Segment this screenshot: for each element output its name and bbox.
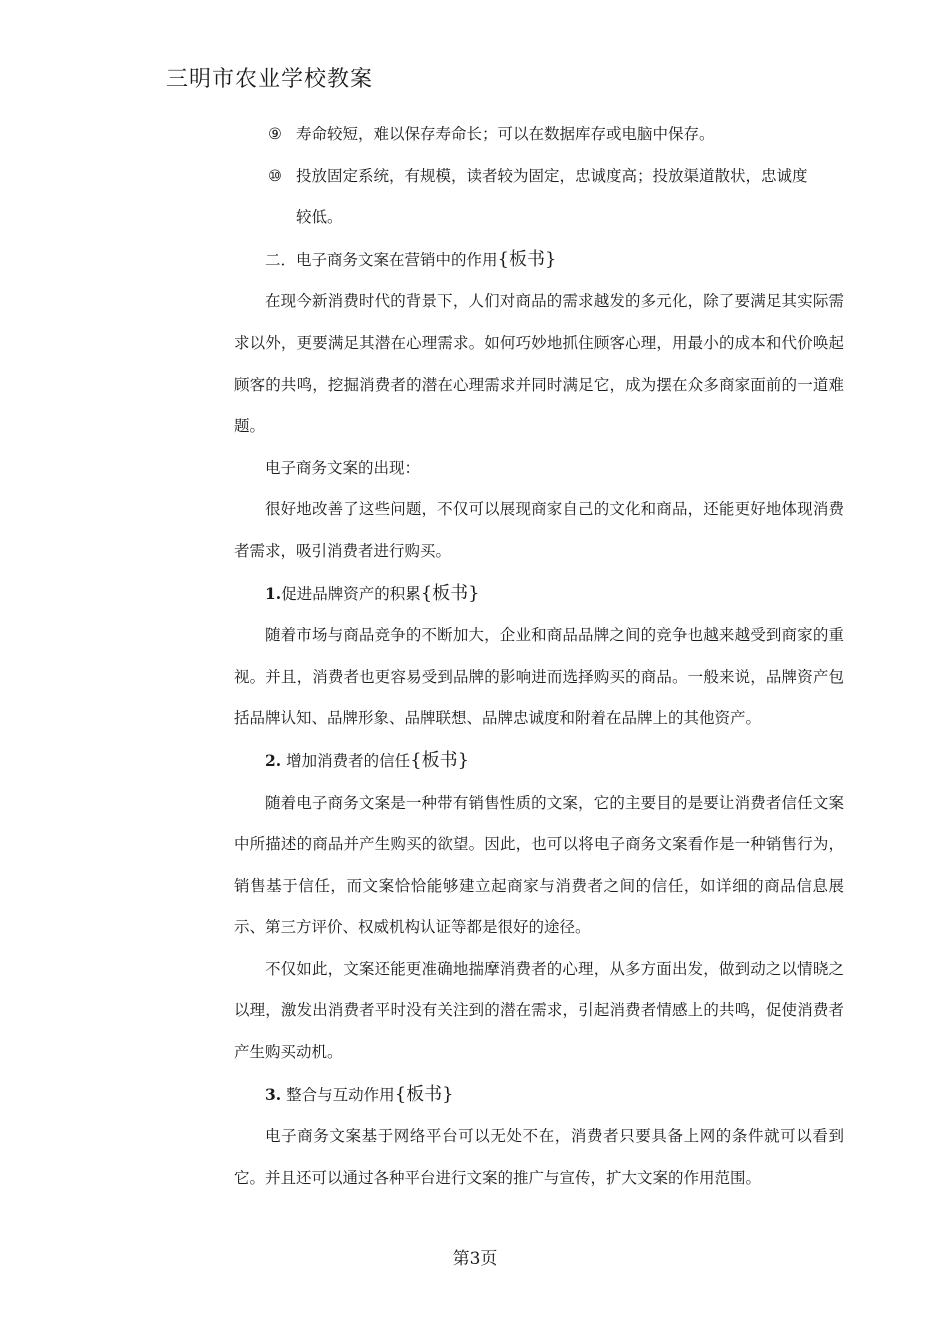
page-number: 第3页	[452, 1249, 498, 1269]
page-header-title: 三明市农业学校教案	[166, 67, 374, 92]
subsection-number: 3.	[265, 1084, 282, 1104]
list-item	[234, 156, 844, 239]
list-item-text: 投放固定系统，有规模，读者较为固定，忠诚度高；投放渠道散状，忠诚度	[296, 166, 808, 185]
list-item	[234, 114, 844, 156]
subsection-heading	[234, 740, 844, 783]
subsection-number: 1.	[265, 583, 282, 603]
board-tag: {板书}	[420, 582, 480, 604]
subsection-heading	[234, 1074, 844, 1117]
paragraph: 随着市场与商品竞争的不断加大，企业和商品品牌之间的竞争也越来越受到商家的重视。并且，消费者也更容易受到品牌的影响进而选择购买的商品。一般来说，品牌资产包括品牌认知、品牌形象、品牌联想、品牌忠诚度和附着在品牌上的其他资产。	[234, 626, 844, 728]
paragraph: 电子商务文案的出现：	[265, 458, 421, 477]
subsection-title: 整合与互动作用	[281, 1085, 395, 1104]
board-tag: {板书}	[410, 749, 470, 771]
list-item-number: ⑩	[268, 166, 282, 185]
paragraph: 随着电子商务文案是一种带有销售性质的文案，它的主要目的是要让消费者信任文案中所描述的商品并产生购买的欲望。因此，也可以将电子商务文案看作是一种销售行为，销售基于信任，而文案恰恰能够建立起商家与消费者之间的信任，如详细的商品信息展示、第三方评价、权威机构认证等都是很好的途径。	[234, 793, 844, 937]
paragraph: 电子商务文案基于网络平台可以无处不在，消费者只要具备上网的条件就可以看到它。并且还可以通过各种平台进行文案的推广与宣传，扩大文案的作用范围。	[234, 1127, 844, 1187]
board-tag: {板书}	[497, 248, 557, 270]
subsection-number: 2.	[265, 750, 282, 770]
subsection-title: 促进品牌资产的积累	[281, 584, 421, 603]
paragraph: 在现今新消费时代的背景下，人们对商品的需求越发的多元化，除了要满足其实际需求以外，更要满足其潜在心理需求。如何巧妙地抓住顾客心理，用最小的成本和代价唤起顾客的共鸣，挖掘消费者的潜在心理需求并同时满足它，成为摆在众多商家面前的一道难题。	[234, 292, 844, 436]
section-heading-title: 二．电子商务文案在营销中的作用	[265, 250, 498, 269]
document-body	[234, 114, 844, 1199]
section-heading	[234, 239, 844, 282]
paragraph: 不仅如此，文案还能更准确地揣摩消费者的心理，从多方面出发，做到动之以情晓之以理，激发出消费者平时没有关注到的潜在需求，引起消费者情感上的共鸣，促使消费者产生购买动机。	[234, 959, 844, 1062]
list-item-text-wrap	[296, 156, 844, 239]
list-item-text: 寿命较短，难以保存寿命长；可以在数据库存或电脑中保存。	[296, 125, 715, 143]
list-item-continuation: 较低。	[296, 208, 343, 227]
subsection-title: 增加消费者的信任	[281, 751, 411, 770]
paragraph: 很好地改善了这些问题，不仅可以展现商家自己的文化和商品，还能更好地体现消费者需求，吸引消费者进行购买。	[234, 500, 844, 560]
board-tag: {板书}	[394, 1083, 454, 1105]
subsection-heading	[234, 573, 844, 616]
list-item-number: ⑨	[268, 125, 282, 143]
